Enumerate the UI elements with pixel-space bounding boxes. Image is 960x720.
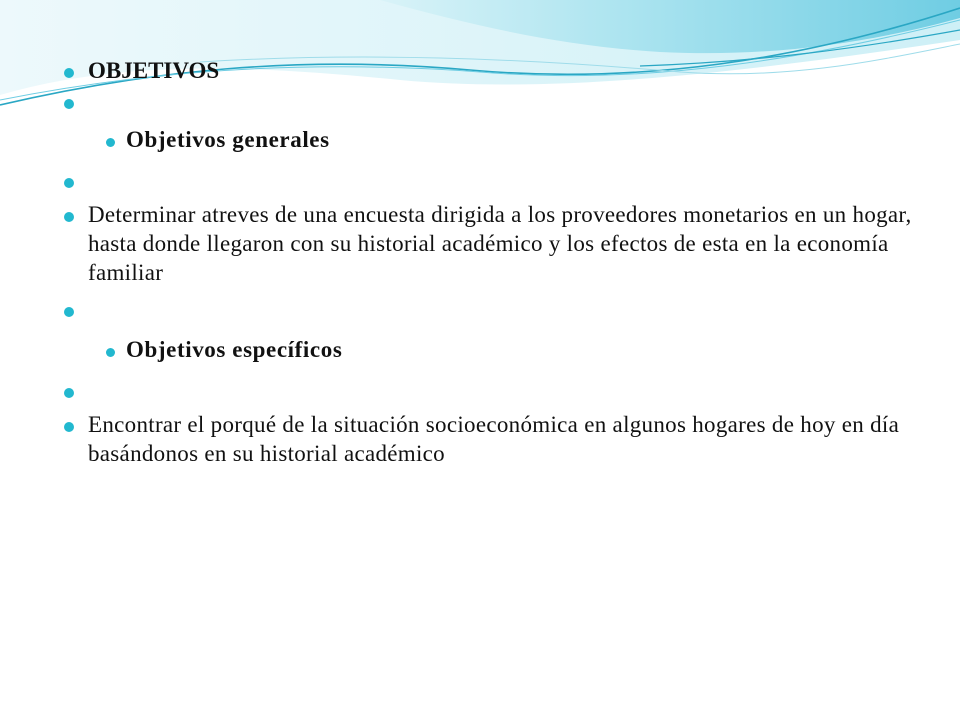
general-objectives-heading: Objetivos generales [126, 127, 330, 152]
bullet-icon [106, 138, 115, 147]
empty-bullet-row [60, 168, 920, 194]
bullet-icon [64, 422, 74, 432]
title-row [60, 58, 920, 87]
bullet-icon [64, 99, 74, 109]
general-heading-row [60, 127, 920, 156]
bullet-icon [64, 212, 74, 222]
specific-objective-text: Encontrar el porqué de la situación socioeconómica en algunos hogares de hoy en día basándonos en su historial académico [88, 412, 900, 466]
specific-objectives-heading: Objetivos específicos [126, 337, 343, 362]
bullet-icon [64, 68, 74, 78]
specific-objective-row [60, 412, 920, 470]
specific-heading-row [60, 337, 920, 366]
empty-bullet-row [60, 89, 920, 115]
general-objective-text: Determinar atreves de una encuesta dirigida a los proveedores monetarios en un hogar, hasta donde llegaron con su historial académico y los efectos de esta en la economía familiar [88, 202, 912, 285]
bullet-icon [64, 307, 74, 317]
slide-content [60, 58, 920, 470]
bullet-icon [64, 178, 74, 188]
empty-bullet-row [60, 378, 920, 404]
bullet-icon [106, 348, 115, 357]
general-objective-row [60, 202, 920, 289]
slide-title: OBJETIVOS [88, 58, 220, 83]
empty-bullet-row [60, 297, 920, 323]
bullet-icon [64, 388, 74, 398]
